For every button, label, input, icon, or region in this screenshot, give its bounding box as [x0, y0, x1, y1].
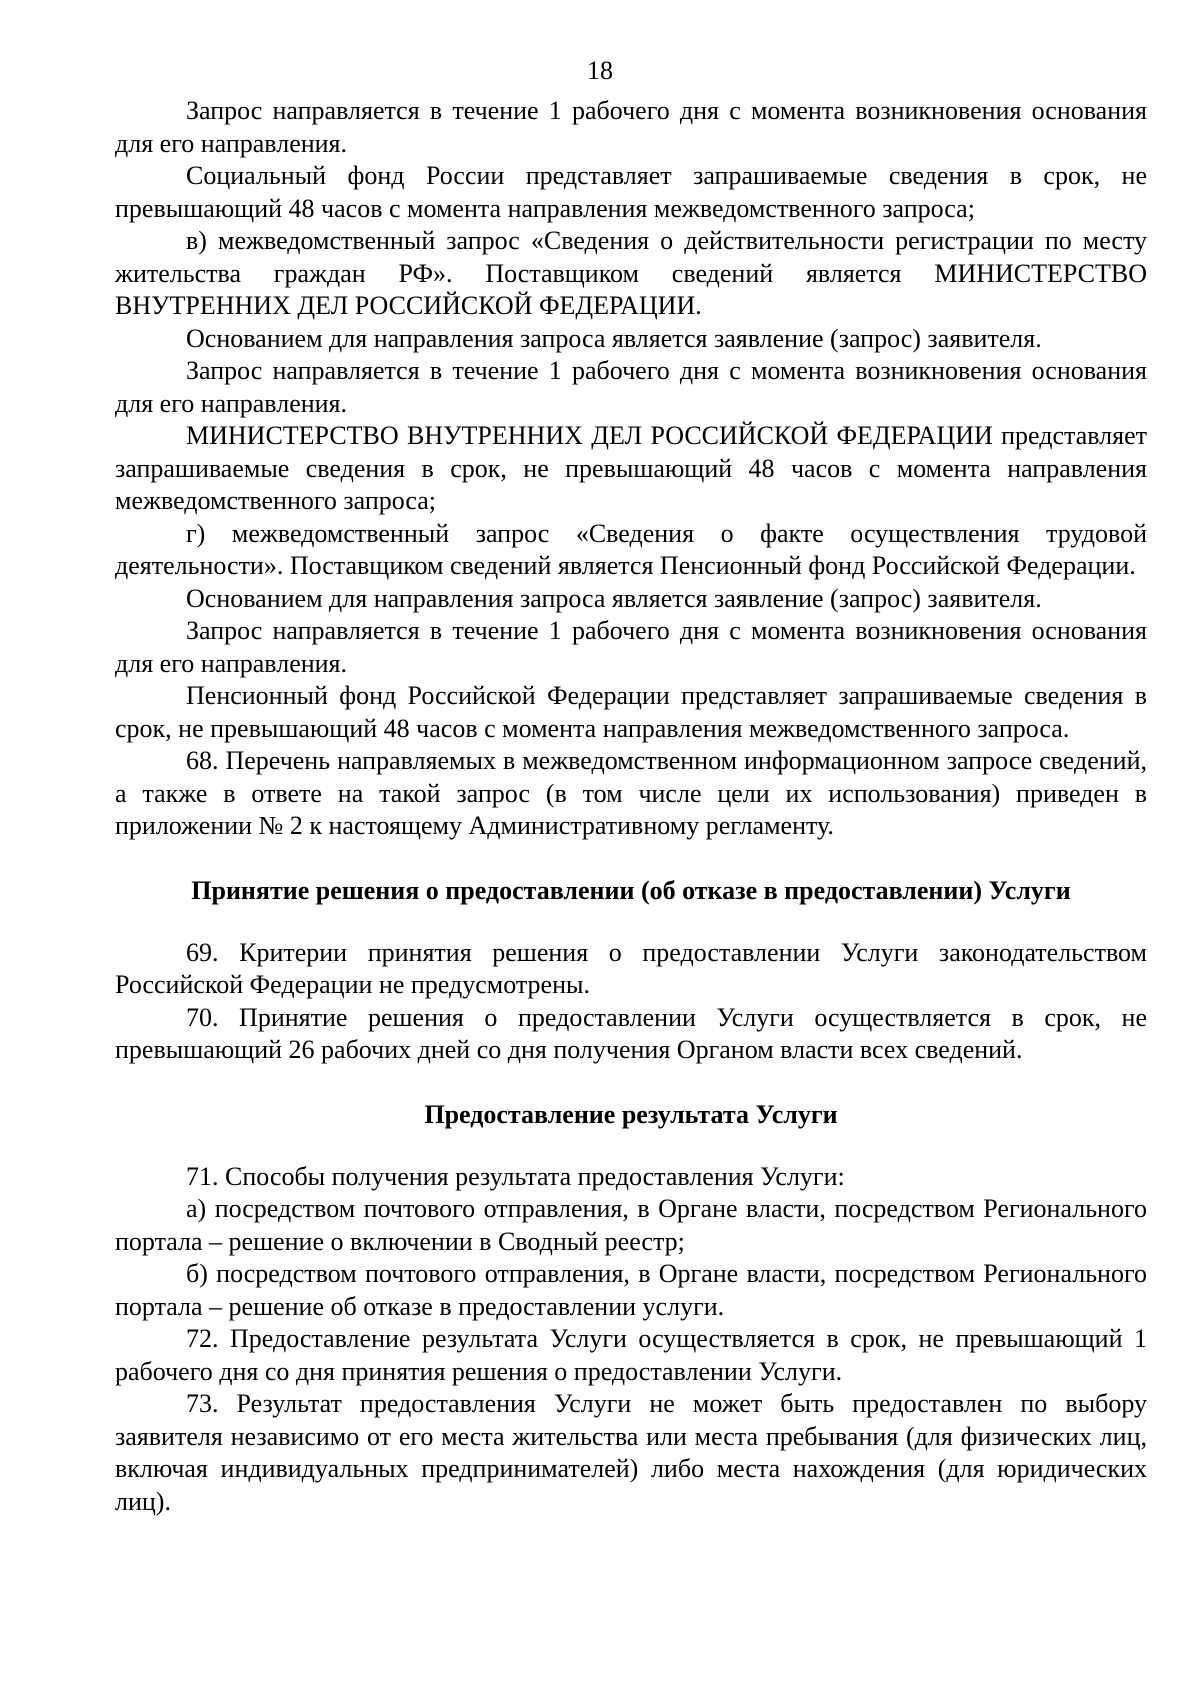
paragraph-72: 72. Предоставление результата Услуги осуществляется в срок, не превышающий 1 рабочего дня со дня принятия решения о предоставлении Услуги. [115, 1324, 1147, 1386]
paragraph-71: 71. Способы получения результата предоставления Услуги: [186, 1161, 845, 1191]
paragraph-70: 70. Принятие решения о предоставлении Услуги осуществляется в срок, не превышающий 26 рабочих дней со дня получения Органом власти всех сведений. [115, 1002, 1147, 1064]
paragraph: Запрос направляется в течение 1 рабочего дня с момента возникновения основания для его направления. [115, 616, 1147, 678]
paragraph: Основанием для направления запроса является заявление (запрос) заявителя. [186, 583, 1042, 613]
paragraph: МИНИСТЕРСТВО ВНУТРЕННИХ ДЕЛ РОССИЙСКОЙ ФЕДЕРАЦИИ представляет запрашиваемые сведения в срок, не превышающий 48 часов с момента направления межведомственного запроса; [115, 421, 1147, 515]
paragraph: г) межведомственный запрос «Сведения о факте осуществления трудовой деятельности». Поставщиком сведений является Пенсионный фонд Российской Федерации. [115, 518, 1147, 580]
paragraph-73: 73. Результат предоставления Услуги не может быть предоставлен по выбору заявителя независимо от его места жительства или места пребывания (для физических лиц, включая индивидуальных предпринимателей) либо места нахождения (для юридических лиц). [115, 1389, 1147, 1516]
paragraph-69: 69. Критерии принятия решения о предоставлении Услуги законодательством Российской Федерации не предусмотрены. [115, 937, 1147, 999]
paragraph: Пенсионный фонд Российской Федерации представляет запрашиваемые сведения в срок, не превышающий 48 часов с момента направления межведомственного запроса. [115, 681, 1147, 743]
section-heading-decision: Принятие решения о предоставлении (об отказе в предоставлении) Услуги [191, 875, 1071, 905]
paragraph: Основанием для направления запроса является заявление (запрос) заявителя. [186, 323, 1042, 353]
paragraph: в) межведомственный запрос «Сведения о действительности регистрации по месту жительства граждан РФ». Поставщиком сведений является МИНИСТЕРСТВО ВНУТРЕННИХ ДЕЛ РОССИЙСКОЙ ФЕДЕРАЦИИ. [115, 226, 1147, 320]
paragraph-71b: б) посредством почтового отправления, в Органе власти, посредством Регионального портала – решение об отказе в предоставлении услуги. [115, 1259, 1147, 1321]
paragraph: Запрос направляется в течение 1 рабочего дня с момента возникновения основания для его направления. [115, 96, 1147, 158]
document-body [115, 95, 1147, 1518]
paragraph-71a: а) посредством почтового отправления, в Органе власти, посредством Регионального портала – решение о включении в Сводный реестр; [115, 1194, 1147, 1256]
paragraph: Социальный фонд России представляет запрашиваемые сведения в срок, не превышающий 48 часов с момента направления межведомственного запроса; [115, 161, 1147, 223]
paragraph: Запрос направляется в течение 1 рабочего дня с момента возникновения основания для его направления. [115, 356, 1147, 418]
paragraph-68: 68. Перечень направляемых в межведомственном информационном запросе сведений, а также в ответе на такой запрос (в том числе цели их использования) приведен в приложении № 2 к настоящему Административному регламенту. [115, 746, 1147, 840]
page-number: 18 [587, 56, 613, 85]
section-heading-result: Предоставление результата Услуги [424, 1099, 838, 1129]
